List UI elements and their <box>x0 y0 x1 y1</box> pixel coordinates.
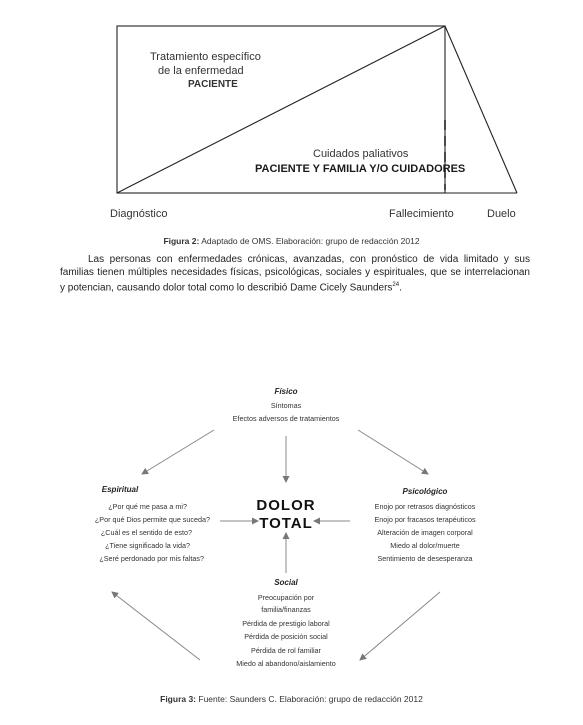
top-label-line1: Tratamiento específico <box>150 51 261 63</box>
bottom-label-line2: PACIENTE Y FAMILIA Y/O CUIDADORES <box>255 163 466 175</box>
axis-start-label: Diagnóstico <box>110 208 168 220</box>
social-item: familia/finanzas <box>261 605 311 614</box>
top-label-line2: de la enfermedad <box>158 65 244 77</box>
espiritual-items <box>10 500 210 565</box>
fisico-block <box>186 387 386 423</box>
dolor-word: DOLOR <box>256 497 316 514</box>
fisico-item: Efectos adversos de tratamientos <box>232 414 340 423</box>
espiritual-item: ¿Cuál es el sentido de esto? <box>100 528 192 537</box>
figure2-caption-text: Adaptado de OMS. Elaboración: grupo de redacción 2012 <box>199 236 420 246</box>
figure3-caption-text: Fuente: Saunders C. Elaboración: grupo de redacción 2012 <box>196 694 423 704</box>
psicologico-item: Alteración de imagen corporal <box>377 528 473 537</box>
arrow-fisico-to-psicologico <box>358 430 428 474</box>
axis-end-label: Duelo <box>487 208 516 220</box>
figure3-caption-label: Figura 3: <box>160 694 197 704</box>
espiritual-item: ¿Por qué Dios permite que suceda? <box>94 515 210 524</box>
psicologico-item: Miedo al dolor/muerte <box>390 541 460 550</box>
espiritual-item: ¿Seré perdonado por mis faltas? <box>99 554 204 563</box>
psicologico-item: Enojo por retrasos diagnósticos <box>374 502 476 511</box>
psicologico-heading: Psicológico <box>402 487 448 496</box>
psicologico-item: Sentimiento de desesperanza <box>377 554 473 563</box>
espiritual-heading: Espiritual <box>101 485 139 494</box>
social-item: Miedo al abandono/aislamiento <box>236 659 336 668</box>
paragraph-tail: . <box>399 282 402 294</box>
fisico-item: Síntomas <box>270 401 302 410</box>
reference-superscript: 24 <box>392 282 400 288</box>
dolor-total-label <box>226 497 346 533</box>
arrow-social-to-espiritual <box>112 592 200 660</box>
paragraph-text: Las personas con enfermedades crónicas, avanzadas, con pronóstico de vida limitado y sus familias tienen múltiples necesidades físicas, psicológicas, sociales y espirituales, que se interrelacionan y potencian, causando dolor total como lo describió Dame Cicely Saunders <box>60 254 530 294</box>
figure2-caption-label: Figura 2: <box>163 236 200 246</box>
espiritual-item: ¿Tiene significado la vida? <box>105 541 190 550</box>
social-item: Pérdida de prestigio laboral <box>242 618 330 628</box>
social-block <box>196 577 376 671</box>
social-item: Pérdida de posición social <box>244 632 328 641</box>
psicologico-item: Enojo por fracasos terapéuticos <box>374 515 476 524</box>
espiritual-block <box>40 485 200 494</box>
espiritual-item: ¿Por qué me pasa a mi? <box>108 502 187 511</box>
figure3-caption <box>0 694 583 704</box>
social-heading: Social <box>274 578 298 587</box>
bottom-label-line1: Cuidados paliativos <box>313 148 409 160</box>
arrow-fisico-to-espiritual <box>142 430 214 474</box>
social-item: Preocupación por <box>257 592 315 602</box>
fisico-heading: Físico <box>274 387 298 396</box>
total-word: TOTAL <box>259 515 313 532</box>
social-item: Pérdida de rol familiar <box>251 645 321 655</box>
psicologico-block <box>345 485 505 565</box>
top-label-line3: PACIENTE <box>188 79 238 90</box>
axis-middle-label: Fallecimiento <box>389 208 454 220</box>
